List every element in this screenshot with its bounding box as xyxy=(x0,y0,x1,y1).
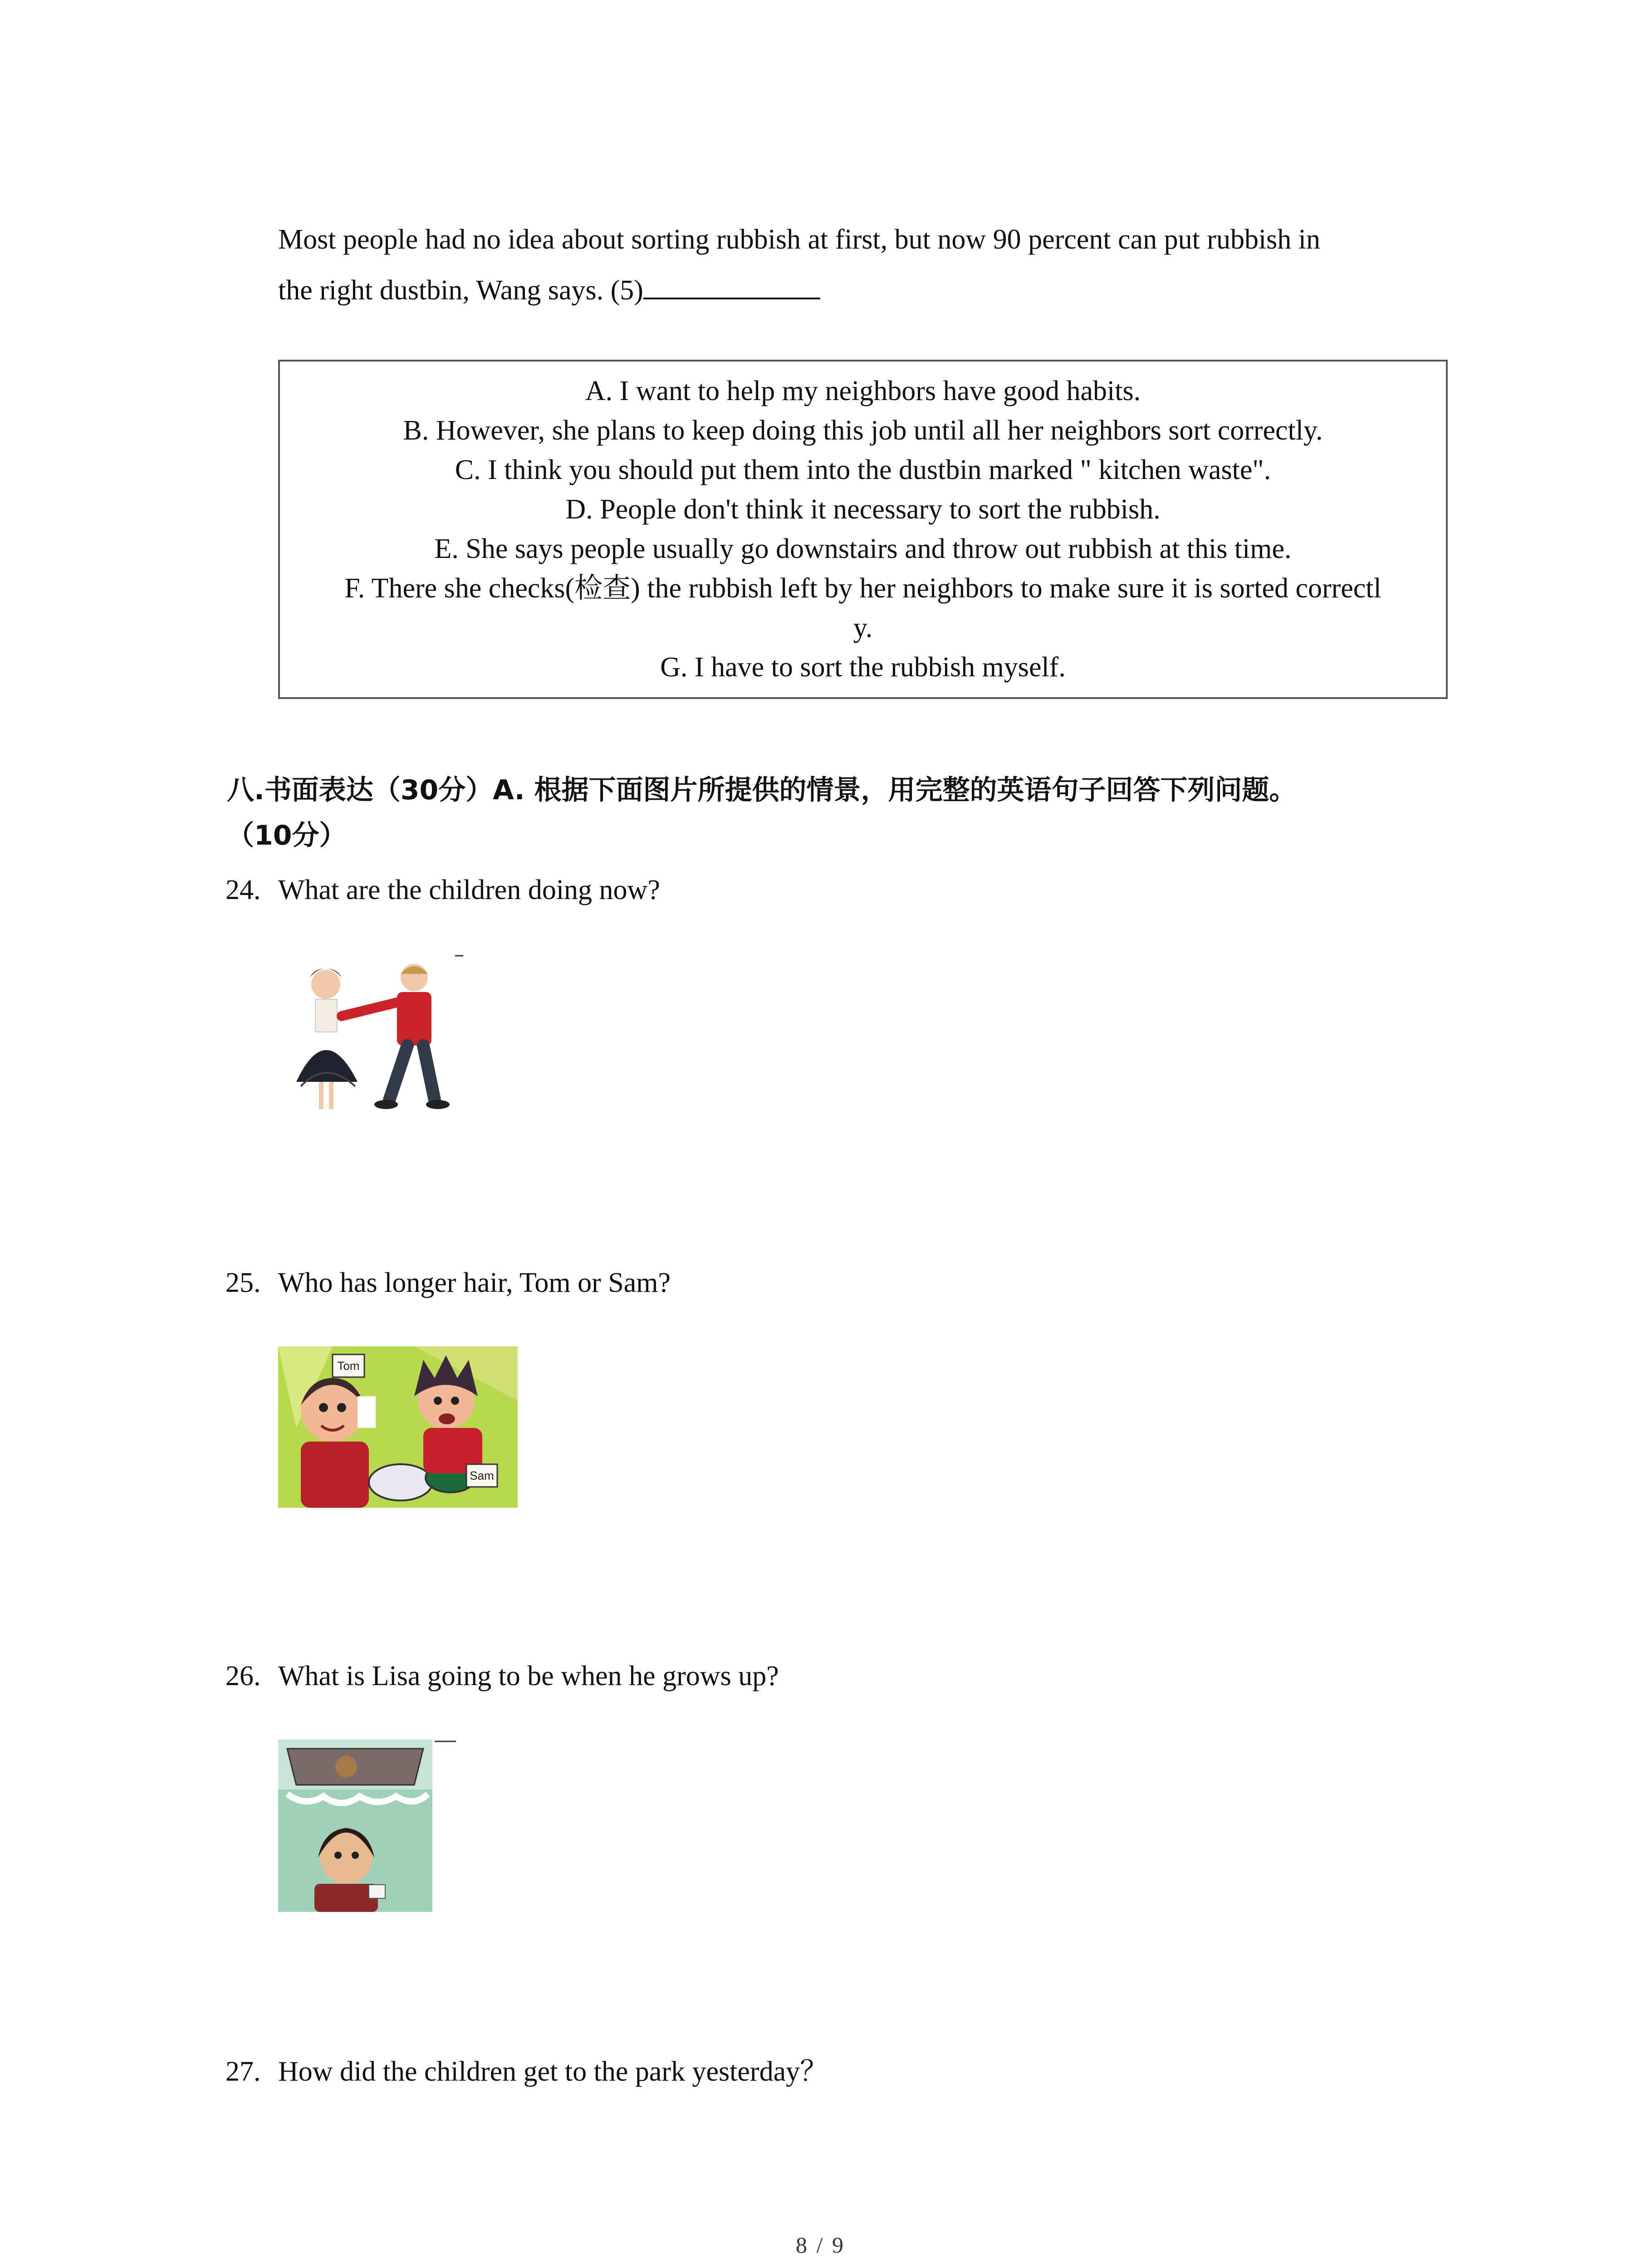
passage xyxy=(278,214,1458,316)
option-e: E. She says people usually go downstairs and throw out rubbish at this time. xyxy=(434,533,1292,564)
tom-and-sam-picture xyxy=(278,1346,518,1508)
question-number: 26. xyxy=(225,1661,261,1691)
section-heading xyxy=(227,767,1461,858)
question-25 xyxy=(225,1265,671,1301)
passage-line-2-text: the right dustbin, Wang says. (5) xyxy=(278,275,643,306)
option-g: G. I have to sort the rubbish myself. xyxy=(660,652,1066,683)
question-number: 24. xyxy=(225,875,261,905)
section-heading-line-1: 八.书面表达（30分）A. 根据下面图片所提供的情景，用完整的英语句子回答下列问题。 xyxy=(227,774,1297,806)
options-box xyxy=(278,360,1448,699)
question-26 xyxy=(225,1658,779,1694)
tom-label: Tom xyxy=(337,1359,360,1373)
passage-line-2 xyxy=(278,265,1458,316)
dancing-children-picture xyxy=(278,950,469,1127)
option-b: B. However, she plans to keep doing this job until all her neighbors sort correctly. xyxy=(403,415,1323,446)
question-27 xyxy=(225,2053,828,2090)
answer-blank-5[interactable] xyxy=(643,274,820,299)
question-text: Who has longer hair, Tom or Sam? xyxy=(278,1267,671,1298)
section-heading-line-2: （10分） xyxy=(227,820,347,851)
question-text: What are the children doing now? xyxy=(278,875,660,905)
question-number: 25. xyxy=(225,1267,261,1298)
option-f-continued: y. xyxy=(853,612,873,643)
passage-line-1: Most people had no idea about sorting rubbish at first, but now 90 percent can put rubbish in xyxy=(278,224,1321,255)
question-24 xyxy=(225,872,660,908)
lisa-dream-picture xyxy=(278,1740,460,1912)
option-c: C. I think you should put them into the dustbin marked " kitchen waste". xyxy=(455,455,1271,485)
page-number: 8 / 9 xyxy=(796,2232,845,2258)
option-d: D. People don't think it necessary to sort the rubbish. xyxy=(565,494,1161,525)
option-a: A. I want to help my neighbors have good habits. xyxy=(585,376,1141,406)
option-f: F. There she checks(检查) the rubbish left by her neighbors to make sure it is sorted correctl xyxy=(344,573,1381,604)
question-number: 27. xyxy=(225,2056,261,2087)
sam-label: Sam xyxy=(470,1469,494,1482)
question-text: What is Lisa going to be when he grows up? xyxy=(278,1661,779,1691)
question-text: How did the children get to the park yesterday？ xyxy=(278,2056,828,2087)
